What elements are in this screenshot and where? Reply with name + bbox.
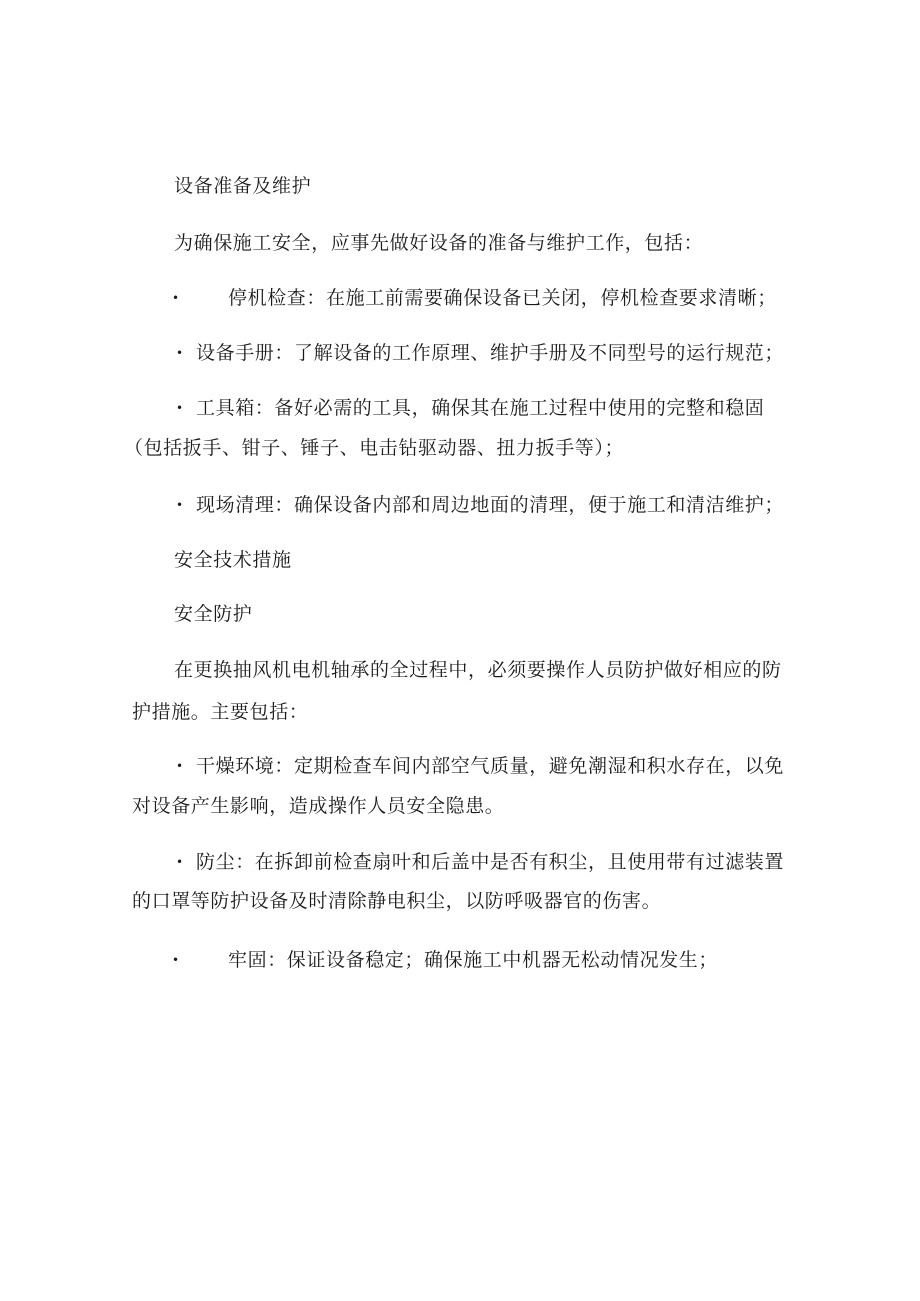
list-item-text: 工具箱：备好必需的工具，确保其在施工过程中使用的完整和稳固 (196, 397, 765, 419)
intro-paragraph: 为确保施工安全，应事先做好设备的准备与维护工作，包括： (174, 232, 704, 254)
list-item-text: 干燥环境：定期检查车间内部空气质量，避免潮湿和积水存在，以免 (196, 755, 785, 777)
bullet-icon: • (172, 953, 180, 967)
bullet-icon: • (176, 346, 184, 360)
list-item-text: 牢固：保证设备稳定；确保施工中机器无松动情况发生； (228, 949, 719, 971)
list-item-continuation: 对设备产生影响，造成操作人员安全隐患。 (132, 795, 505, 817)
list-item-continuation: （包括扳手、钳子、锤子、电击钻驱动器、扭力扳手等）； (124, 437, 625, 459)
section-heading-safety-measures: 安全技术措施 (174, 549, 292, 571)
paragraph-line: 在更换抽风机电机轴承的全过程中，必须要操作人员防护做好相应的防 (174, 659, 782, 681)
bullet-icon: • (172, 291, 180, 305)
list-item-text: 现场清理：确保设备内部和周边地面的清理，便于施工和清洁维护； (196, 494, 785, 516)
list-item-text: 停机检查：在施工前需要确保设备已关闭，停机检查要求清晰； (228, 287, 777, 309)
bullet-icon: • (176, 759, 184, 773)
list-item-text: 设备手册：了解设备的工作原理、维护手册及不同型号的运行规范； (196, 342, 785, 364)
section-heading-equipment: 设备准备及维护 (174, 175, 312, 197)
list-item-continuation: 的口罩等防护设备及时清除静电积尘，以防呼吸器官的伤害。 (132, 890, 662, 912)
paragraph-line: 护措施。主要包括： (132, 701, 309, 723)
bullet-icon: • (176, 401, 184, 415)
bullet-icon: • (176, 498, 184, 512)
bullet-icon: • (176, 855, 184, 869)
list-item-text: 防尘：在拆卸前检查扇叶和后盖中是否有积尘，且使用带有过滤装置 (196, 851, 785, 873)
section-heading-protection: 安全防护 (174, 603, 253, 625)
